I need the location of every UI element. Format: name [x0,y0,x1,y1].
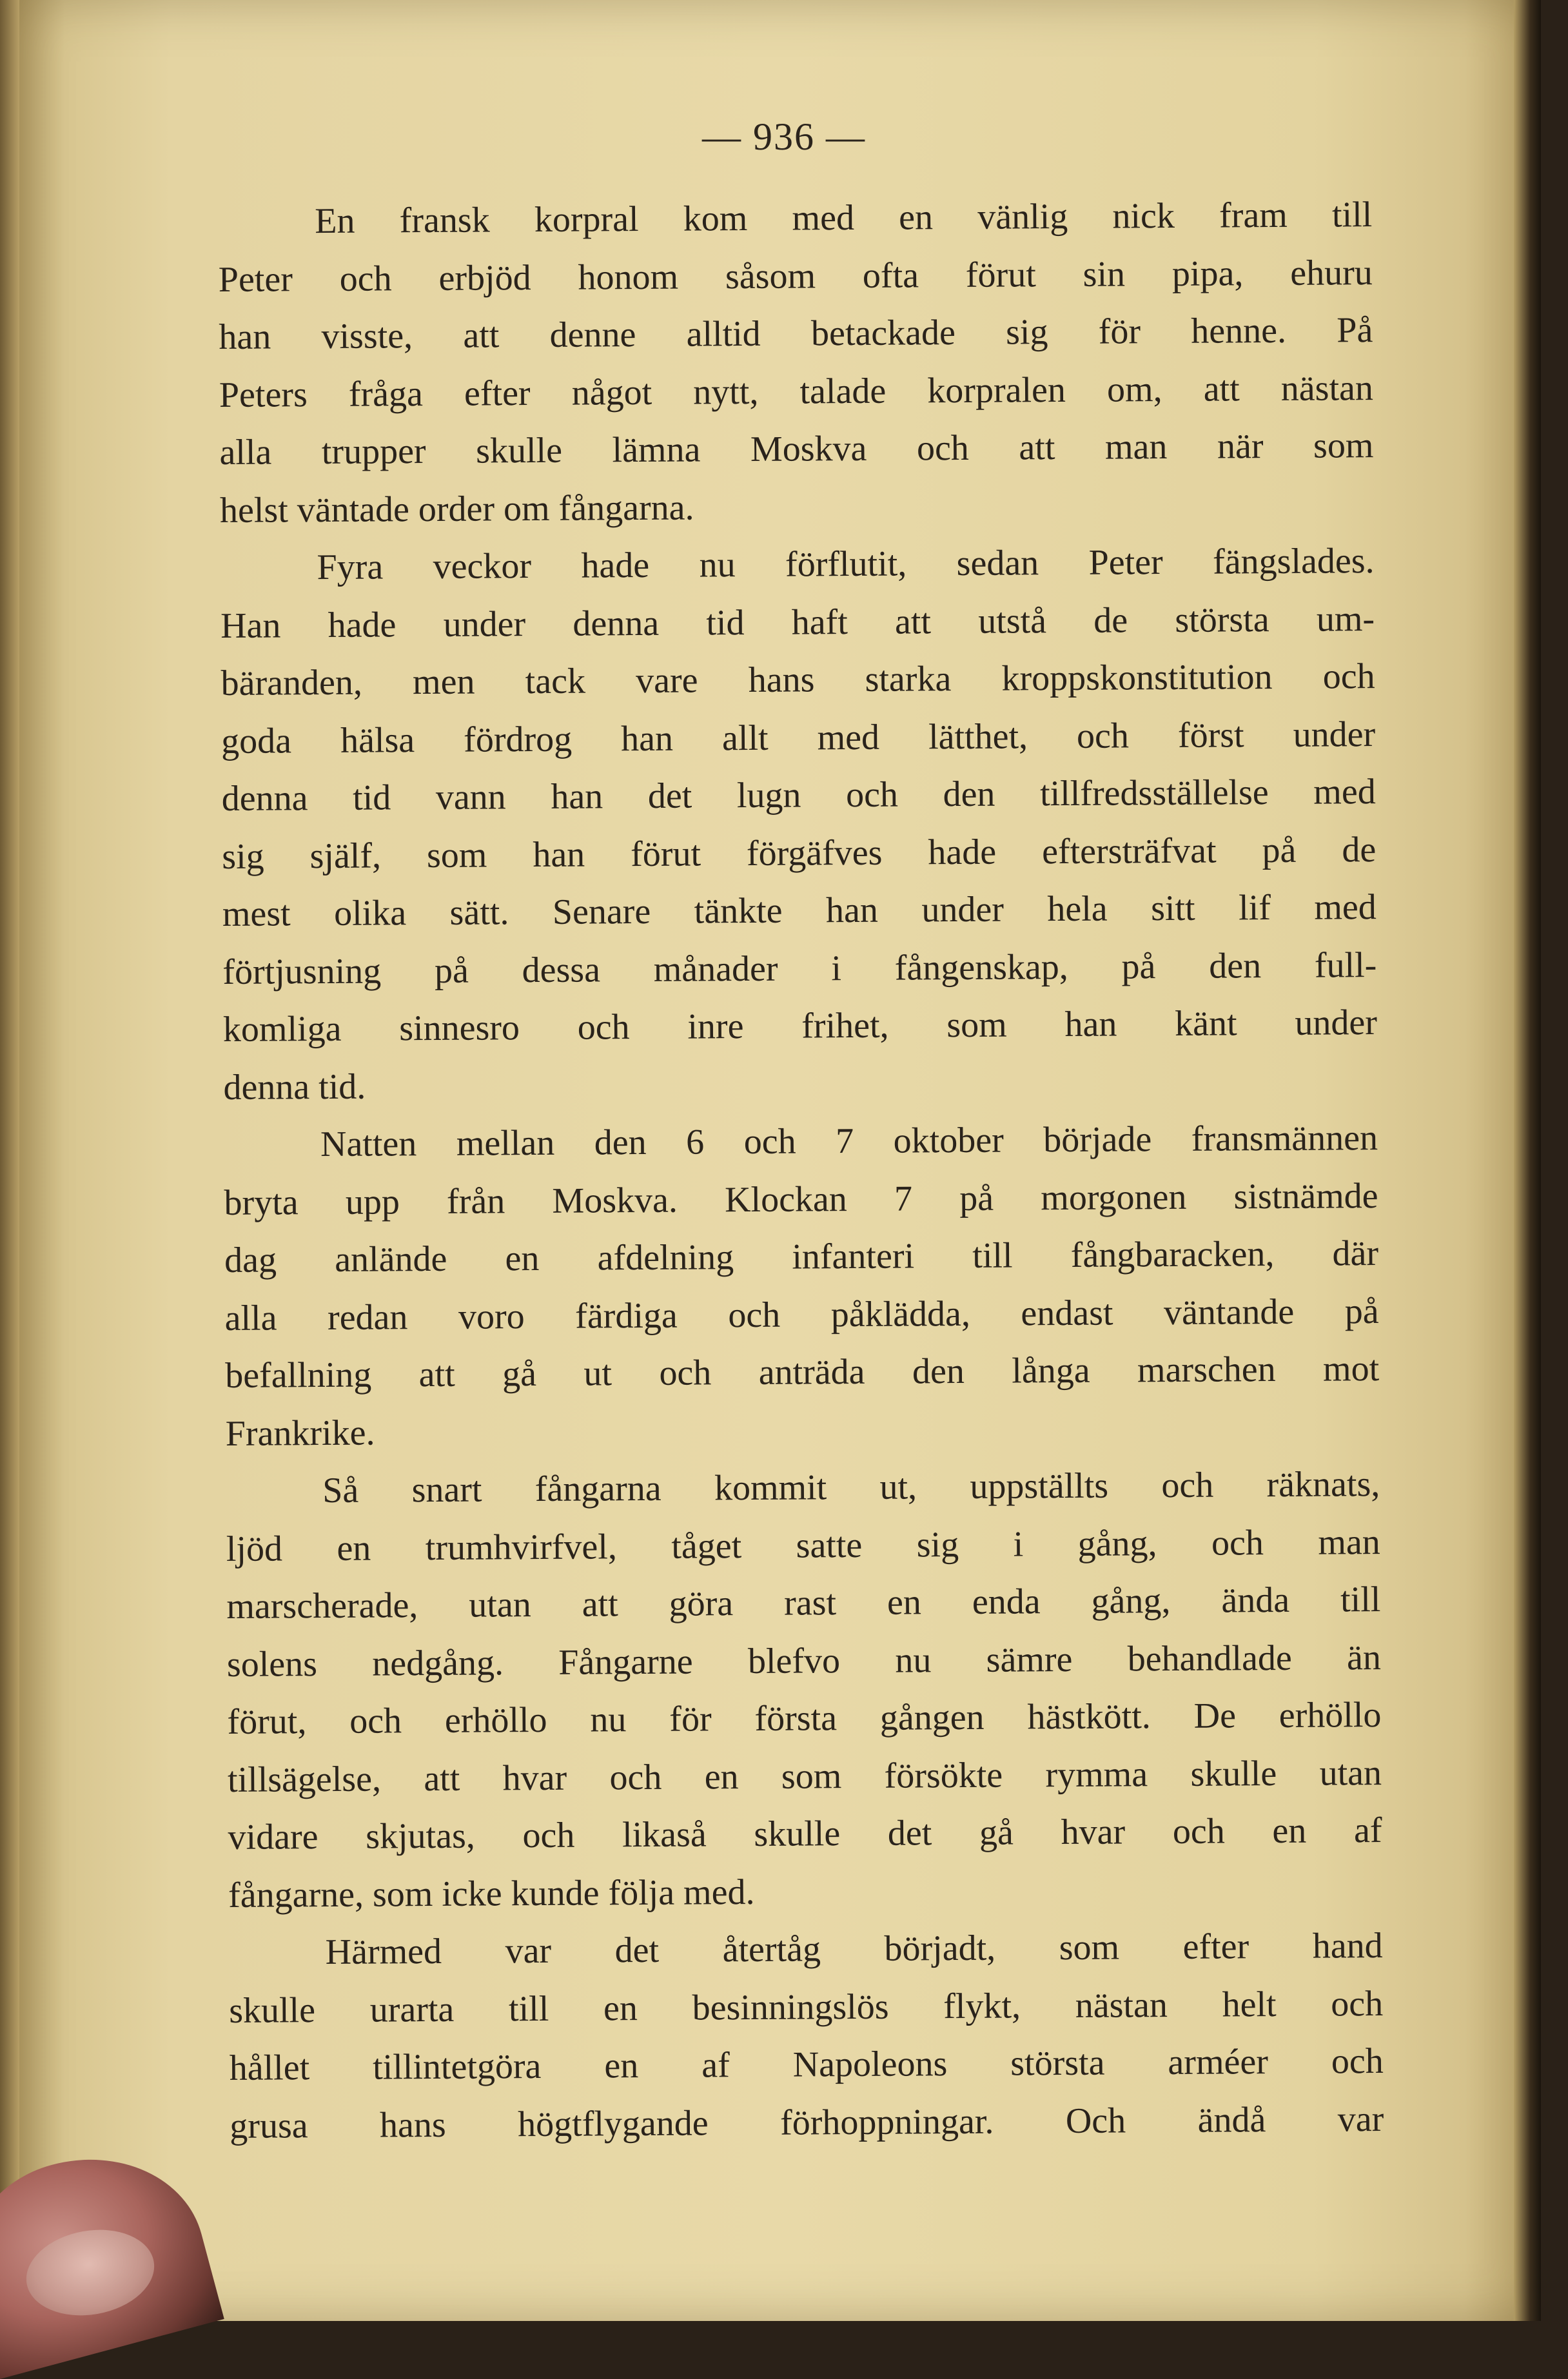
text-line: förut, och erhöllo nu för första gången hästkött. De erhöllo [227,1695,1382,1742]
text-line: bäranden, men tack vare hans starka kroppskonstitution och [220,656,1375,703]
paragraph-2 [220,533,1377,1117]
text-line: solens nedgång. Fångarne blefvo nu sämre behandlade än [226,1637,1382,1685]
text-line: alla trupper skulle lämna Moskva och att man när som [219,426,1374,473]
text-line: grusa hans högtflygande förhoppningar. Och ändå var [230,2099,1384,2146]
text-line: han visste, att denne alltid betackade sig för henne. På [219,310,1373,357]
text-line: Han hade under denna tid haft att utstå de största um- [220,598,1375,646]
text-line: sig själf, som han förut förgäfves hade eftersträfvat på de [222,829,1377,877]
text-line: Natten mellan den 6 och 7 oktober började fransmännen [320,1118,1378,1165]
text-line: Härmed var det återtåg börjadt, som efter hand [325,1926,1383,1973]
text-line: hållet tillintetgöra en af Napoleons största arméer och [229,2041,1384,2088]
text-line: Peters fråga efter något nytt, talade korpralen om, att nästan [219,367,1374,415]
text-line: alla redan voro färdiga och påklädda, endast väntande på [224,1291,1379,1338]
text-line: befallning att gå ut och anträda den långa marschen mot [225,1349,1380,1396]
text-line: mest olika sätt. Senare tänkte han under hela sitt lif med [222,887,1377,934]
text-line: förtjusning på dessa månader i fångenskap, på den full- [222,945,1377,992]
paragraph-4 [226,1456,1382,1924]
paragraph-3 [224,1110,1380,1463]
text-line: bryta upp från Moskva. Klockan 7 på morgonen sistnämde [224,1175,1378,1223]
text-line: fångarne, som icke kunde följa med. [228,1872,755,1915]
page-right-edge [1514,0,1541,2321]
text-line: denna tid. [223,1066,366,1108]
text-line: vidare skjutas, och likaså skulle det gå hvar och en af [228,1810,1382,1857]
body-text [218,186,1384,2155]
text-line: helst väntade order om fångarna. [219,487,694,531]
page-number: — 936 — [702,115,866,158]
text-line: Frankrike. [225,1413,375,1454]
text-line: denna tid vann han det lugn och den tillfredsställelse med [221,772,1376,819]
paragraph-5 [228,1917,1384,2155]
text-line: Så snart fångarna kommit ut, uppställts och räknats, [322,1464,1380,1511]
text-line: skulle urarta till en besinningslös flykt, nästan helt och [229,1983,1384,2031]
text-line: Fyra veckor hade nu förflutit, sedan Peter fängslades. [317,541,1375,588]
text-line: komliga sinnesro och inre frihet, som han känt under [222,1003,1378,1050]
text-line: marscherade, utan att göra rast en enda gång, ända till [226,1580,1381,1627]
text-line: Peter och erbjöd honom såsom ofta förut sin pipa, ehuru [218,252,1373,300]
text-line: tillsägelse, att hvar och en som försökte rymma skulle utan [227,1752,1382,1800]
text-line: dag anlände en afdelning infanteri till fångbaracken, där [224,1233,1379,1280]
text-line: goda hälsa fördrog han allt med lätthet, och först under [220,714,1376,761]
paragraph-1 [218,186,1374,540]
text-line: ljöd en trumhvirfvel, tåget satte sig i gång, och man [226,1522,1380,1569]
book-spine-shadow [0,0,19,2321]
text-line: En fransk korpral kom med en vänlig nick fram till [315,195,1373,242]
